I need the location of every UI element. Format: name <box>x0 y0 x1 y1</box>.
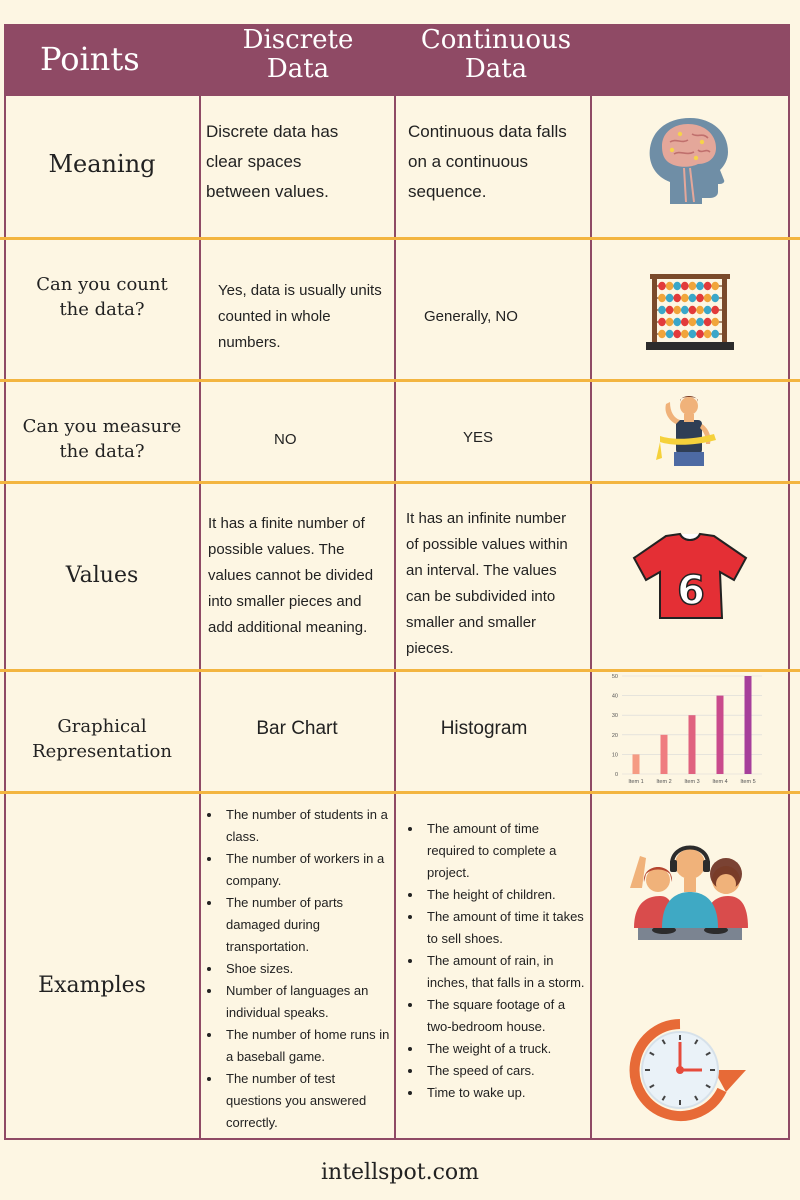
list-item: • The weight of a truck. <box>423 1038 587 1060</box>
abacus-bead <box>673 330 681 338</box>
text-line: Discrete data has <box>206 122 339 141</box>
measure-discrete: NO <box>274 431 297 448</box>
list-item: • The number of test questions you answered correctly. <box>222 1068 394 1134</box>
abacus-bead <box>673 306 681 314</box>
list-item: • The number of workers in a company. <box>222 848 394 892</box>
text-line: Can you measure <box>22 416 182 437</box>
abacus-bead <box>711 294 719 302</box>
list-item: • The amount of rain, in inches, that falls in a storm. <box>423 950 587 994</box>
measure-continuous: YES <box>463 429 494 446</box>
text-line: It has an infinite number <box>406 510 567 527</box>
table-header <box>4 24 790 96</box>
abacus-bead <box>711 282 719 290</box>
brain-head-icon <box>640 112 740 212</box>
header-discrete-line2: Data <box>266 54 330 85</box>
abacus-bead <box>704 318 712 326</box>
text-line: counted in whole <box>218 308 331 325</box>
header-continuous-line1: Continuous <box>420 25 572 55</box>
abacus-bead <box>711 330 719 338</box>
examples-discrete-list <box>200 804 394 1134</box>
header-continuous <box>402 26 590 84</box>
row-label-meaning: Meaning <box>48 150 156 178</box>
abacus-bead <box>673 294 681 302</box>
list-item: • The amount of time it takes to sell shoes. <box>423 906 587 950</box>
abacus-bead <box>666 330 674 338</box>
bar <box>717 696 724 774</box>
bar <box>689 715 696 774</box>
abacus-bead <box>681 330 689 338</box>
values-continuous <box>406 506 590 662</box>
x-tick-label: Item 2 <box>656 779 672 785</box>
list-item: • The number of students in a class. <box>222 804 394 848</box>
measuring-man-icon <box>652 390 726 468</box>
header-discrete-line1: Discrete <box>242 25 354 55</box>
abacus-bead <box>704 294 712 302</box>
abacus-bead <box>666 294 674 302</box>
values-discrete <box>208 511 392 641</box>
row-label-count <box>6 272 198 322</box>
text-line: the data? <box>59 299 145 320</box>
row-label-measure <box>6 414 198 464</box>
y-tick-label: 0 <box>614 772 618 778</box>
abacus-bead <box>658 318 666 326</box>
text-line: pieces. <box>406 640 454 657</box>
text-line: the data? <box>59 441 145 462</box>
y-tick-label: 50 <box>611 674 618 680</box>
abacus-bead <box>696 318 704 326</box>
abacus-bead <box>666 282 674 290</box>
text-line: It has a finite number of <box>208 515 365 532</box>
text-line: on a continuous <box>408 152 529 171</box>
row-label-examples: Examples <box>38 973 146 998</box>
text-line: Yes, data is usually units <box>218 282 382 299</box>
x-tick-label: Item 3 <box>684 779 700 785</box>
abacus-bead <box>696 306 704 314</box>
list-item: • The speed of cars. <box>423 1060 587 1082</box>
text-line: can be subdivided into <box>406 588 556 605</box>
abacus-icon <box>644 270 736 354</box>
dj-people-icon <box>624 838 754 942</box>
y-tick-label: 40 <box>611 693 618 700</box>
abacus-bead <box>696 294 704 302</box>
bar <box>661 735 668 774</box>
bar <box>745 676 752 774</box>
text-line: between values. <box>206 182 329 201</box>
meaning-discrete <box>206 117 392 207</box>
abacus-bead <box>658 282 666 290</box>
list-item: • The number of parts damaged during transportation. <box>222 892 394 958</box>
x-tick-label: Item 1 <box>628 779 644 785</box>
abacus-bead <box>666 306 674 314</box>
abacus-bead <box>689 294 697 302</box>
abacus-bead <box>689 306 697 314</box>
y-tick-label: 10 <box>611 752 618 759</box>
graphical-discrete: Bar Chart <box>256 718 338 739</box>
bar <box>633 754 640 774</box>
text-line: Continuous data falls <box>408 122 567 141</box>
row-divider <box>0 379 800 382</box>
text-line: Can you count <box>36 274 168 295</box>
text-line: sequence. <box>408 182 487 201</box>
abacus-bead <box>681 282 689 290</box>
clock-icon <box>626 1016 750 1124</box>
x-tick-label: Item 4 <box>712 779 728 785</box>
column-divider <box>590 96 592 1140</box>
text-line: Graphical <box>57 716 147 737</box>
list-item: • The amount of time required to complete a project. <box>423 818 587 884</box>
abacus-bead <box>704 306 712 314</box>
abacus-bead <box>689 330 697 338</box>
text-line: of possible values within <box>406 536 568 553</box>
abacus-bead <box>681 318 689 326</box>
text-line: numbers. <box>218 334 281 351</box>
list-item: • Shoe sizes. <box>222 958 394 980</box>
examples-continuous-list <box>401 818 587 1104</box>
abacus-bead <box>658 294 666 302</box>
abacus-bead <box>704 282 712 290</box>
jersey-six-icon <box>630 530 750 622</box>
text-line: clear spaces <box>206 152 302 171</box>
row-divider <box>0 481 800 484</box>
list-item: • The square footage of a two-bedroom house. <box>423 994 587 1038</box>
text-line: Representation <box>32 741 172 762</box>
footer-site-name[interactable]: intellspot.com <box>320 1160 480 1185</box>
row-divider <box>0 237 800 240</box>
text-line: smaller and smaller <box>406 614 537 631</box>
list-item: • Number of languages an individual speaks. <box>222 980 394 1024</box>
header-continuous-line2: Data <box>464 54 528 85</box>
graphical-continuous: Histogram <box>440 718 528 739</box>
text-line: an interval. The values <box>406 562 557 579</box>
text-line: into smaller pieces and <box>208 593 362 610</box>
abacus-bead <box>711 306 719 314</box>
header-discrete <box>218 26 378 84</box>
list-item: • The height of children. <box>423 884 587 906</box>
list-item: • Time to wake up. <box>423 1082 587 1104</box>
row-label-values: Values <box>65 563 139 588</box>
y-tick-label: 30 <box>611 713 618 720</box>
list-item: • The number of home runs in a baseball game. <box>222 1024 394 1068</box>
svg-text:6: 6 <box>677 568 705 614</box>
abacus-bead <box>696 282 704 290</box>
text-line: values cannot be divided <box>208 567 374 584</box>
text-line: add additional meaning. <box>208 619 368 636</box>
abacus-bead <box>704 330 712 338</box>
bar-chart-icon <box>604 670 770 790</box>
row-label-graphical <box>6 714 198 764</box>
abacus-bead <box>658 330 666 338</box>
count-continuous: Generally, NO <box>424 308 518 325</box>
abacus-bead <box>689 282 697 290</box>
abacus-bead <box>658 306 666 314</box>
abacus-bead <box>673 318 681 326</box>
abacus-bead <box>689 318 697 326</box>
count-discrete <box>218 278 394 356</box>
abacus-bead <box>666 318 674 326</box>
abacus-bead <box>696 330 704 338</box>
row-divider <box>0 791 800 794</box>
column-divider <box>788 96 790 1140</box>
header-points: Points <box>40 40 140 78</box>
x-tick-label: Item 5 <box>740 779 756 785</box>
abacus-bead <box>681 294 689 302</box>
abacus-bead <box>673 282 681 290</box>
abacus-bead <box>681 306 689 314</box>
meaning-continuous <box>408 117 588 207</box>
text-line: possible values. The <box>208 541 345 558</box>
table-bottom <box>4 1138 790 1140</box>
column-divider <box>394 96 396 1140</box>
y-tick-label: 20 <box>611 732 618 739</box>
abacus-bead <box>711 318 719 326</box>
